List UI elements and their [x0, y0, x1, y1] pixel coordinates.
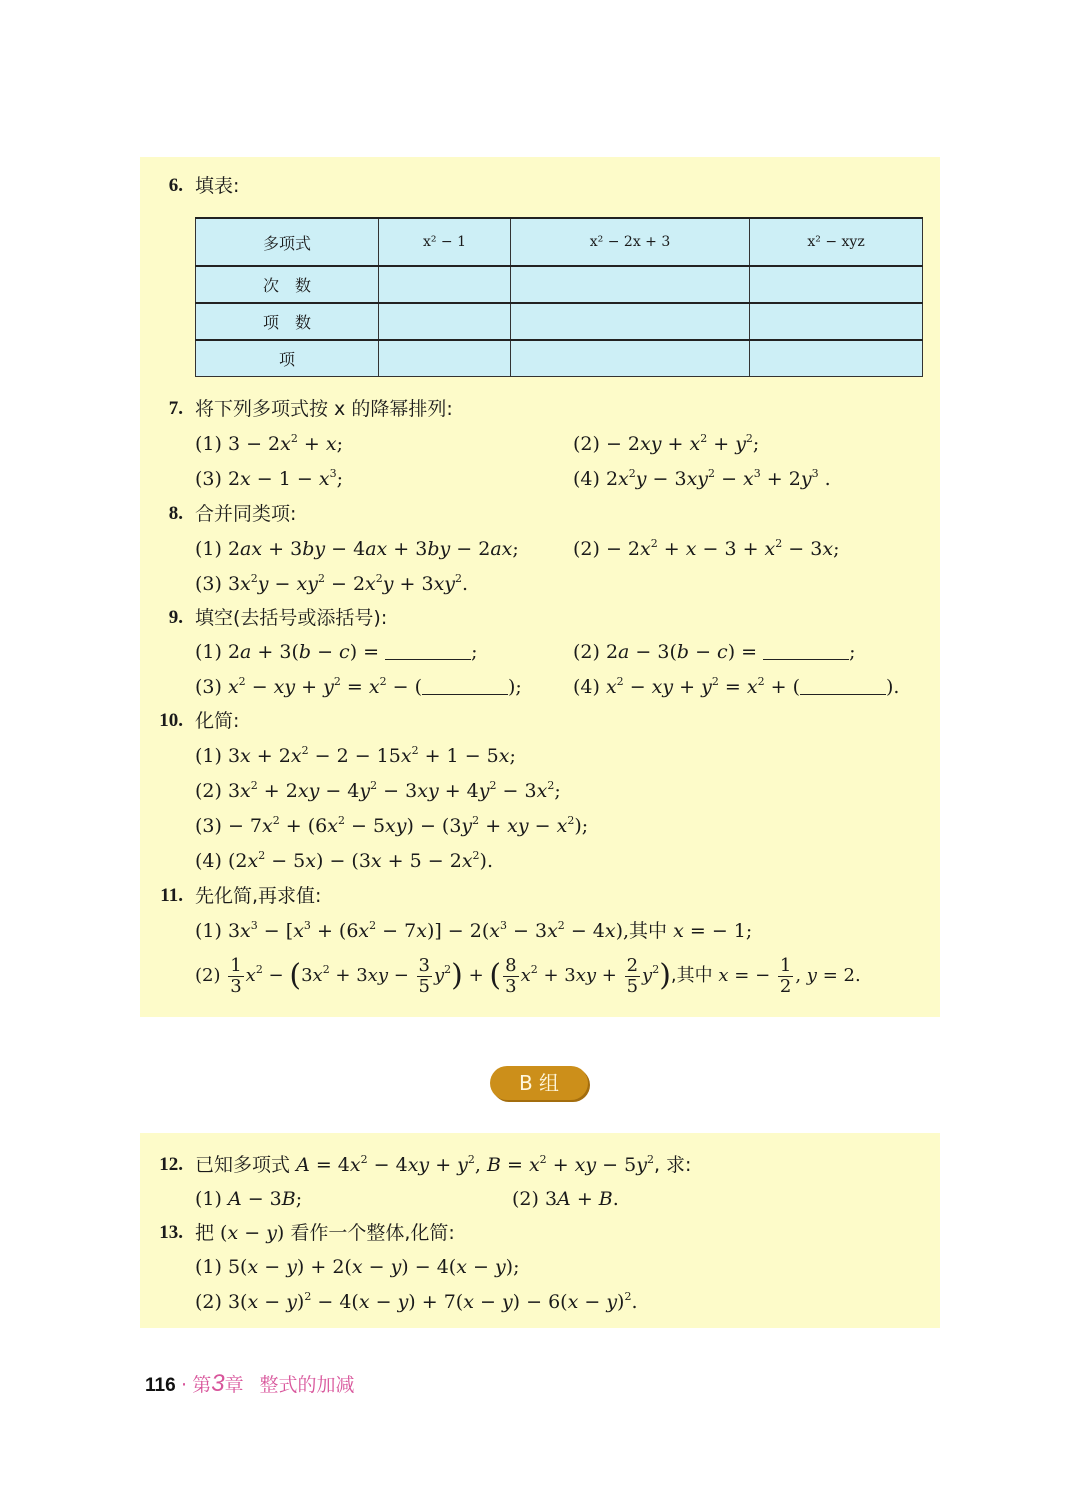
table-cell[interactable]: [379, 303, 511, 340]
page-footer: [145, 1370, 355, 1398]
question-number: 13.: [159, 1222, 183, 1243]
question-title: 已知多项式 $A = 4x^2 - 4xy + y^2$, $B = x^2$ + xy − $5y^2$, 求:: [195, 1153, 692, 1176]
table-header: x² − 2x + 3: [510, 218, 749, 266]
question-title: 化简:: [195, 710, 240, 732]
question-number: 9.: [168, 607, 183, 628]
page-number: 116: [145, 1375, 176, 1396]
answer-blank[interactable]: [800, 676, 886, 695]
table-cell[interactable]: [750, 266, 923, 303]
sub-item: (4) $x^2$ − xy + $y^2 = x^2$ + ( ).: [573, 675, 900, 698]
question-title: 填空(去括号或添括号):: [195, 607, 388, 629]
answer-blank[interactable]: [385, 641, 471, 660]
table-cell[interactable]: [510, 340, 749, 377]
group-b-badge: B 组: [490, 1066, 588, 1100]
question-lead: 把: [195, 1222, 215, 1244]
sub-item: (2) 2a − 3(b − c) = ;: [573, 641, 856, 663]
sub-item: $(2) - 2x^2 + x - 3 + x^2 - 3x$;: [573, 537, 840, 560]
table-header: x² − 1: [379, 218, 511, 266]
table-header: 多项式: [196, 218, 379, 266]
fill-in-table: [195, 217, 923, 377]
chapter-suffix: 章: [224, 1374, 244, 1396]
question-title: 将下列多项式按 x 的降幂排列:: [195, 398, 453, 420]
sub-item: $(3) - 7x^2 + (6x^2 - 5xy) - (3y^2$ + xy − $x^2$);: [195, 814, 589, 837]
table-cell[interactable]: [379, 340, 511, 377]
answer-blank[interactable]: [422, 676, 508, 695]
sub-item: (1) 2a + 3(b − c) = ;: [195, 641, 478, 663]
table-row-label: 项 数: [196, 303, 379, 340]
table-cell[interactable]: [379, 266, 511, 303]
sub-item: (1) $3 - 2x^2 + x$;: [195, 432, 343, 455]
sub-item: (1) 5(x − y) + 2(x − y) − 4(x − y);: [195, 1256, 520, 1278]
question-number: 6.: [168, 175, 183, 196]
sub-item: (2) $3(x - y)^2 - 4(x - y) + 7(x - y) - 6(x - y)^2$.: [195, 1290, 638, 1313]
question-number: 11.: [160, 885, 183, 906]
question-number: 10.: [159, 710, 183, 731]
sub-item: (4) $2x^2y - 3xy^2 - x^3 + 2y^3$ .: [573, 467, 831, 490]
chapter-prefix: 第: [192, 1374, 212, 1396]
table-cell[interactable]: [750, 340, 923, 377]
sub-item: $(2) - 2xy + x^2 + y^2$;: [573, 432, 760, 455]
table-header: x² − xyz: [750, 218, 923, 266]
question-title: 把 (x − y) 看作一个整体,化简:: [195, 1222, 455, 1244]
question-title: 先化简,再求值:: [195, 885, 322, 907]
sub-item: (3) $2x - 1 - x^3$;: [195, 467, 343, 490]
question-title: 填表:: [195, 175, 240, 197]
sub-item: (3) $3x^2y - xy^2 - 2x^2y + 3xy^2$.: [195, 572, 469, 595]
table-cell[interactable]: [750, 303, 923, 340]
sub-item: (1) A − 3B;: [195, 1188, 303, 1210]
table-cell[interactable]: [510, 266, 749, 303]
answer-blank[interactable]: [763, 641, 849, 660]
question-number: 12.: [159, 1154, 183, 1175]
question-ask: , 求:: [653, 1154, 692, 1176]
table-row-label: 项: [196, 340, 379, 377]
footer-dot: ·: [180, 1374, 187, 1396]
table-row-label: 次 数: [196, 266, 379, 303]
chapter-title: 整式的加减: [259, 1374, 355, 1396]
sub-item: (2) $\frac{1}{3}$ $x^2 - (3x^2 + 3xy$ − $\frac{3}{5}$ $y^2$) + ( $\frac{8}{3}$ $x^2 + 3xy$ + $\frac{2}{5}$ $y^2$),其中 x = − $\frac{1}{2}$ , y = 2.: [195, 954, 861, 997]
sub-item: (1) 2ax + 3by − 4ax + 3by − 2ax;: [195, 538, 519, 560]
question-number: 7.: [168, 398, 183, 419]
sub-item: (2) $3x^2 + 2xy - 4y^2 - 3xy + 4y^2 - 3x^2$;: [195, 779, 561, 802]
sub-item: (4) $(2x^2 - 5x) - (3x + 5 - 2x^2)$.: [195, 849, 493, 872]
question-title: 合并同类项:: [195, 503, 297, 525]
sub-item: (2) 3A + B.: [512, 1188, 619, 1210]
sub-item: (3) $x^2$ − xy + $y^2 = x^2$ − ( );: [195, 675, 522, 698]
table-cell[interactable]: [510, 303, 749, 340]
sub-item: (1) $3x^3 - [x^3 + (6x^2 - 7x)] - 2(x^3 - 3x^2 - 4x)$,其中 x = − 1;: [195, 919, 753, 942]
sub-item: (1) $3x + 2x^2 - 2 - 15x^2 + 1 - 5x$;: [195, 744, 516, 767]
question-lead-rest: 看作一个整体,化简:: [290, 1222, 455, 1244]
question-number: 8.: [168, 503, 183, 524]
chapter-number: 3: [211, 1370, 225, 1397]
question-lead: 已知多项式: [195, 1154, 291, 1176]
where-text: ,其中: [670, 965, 713, 986]
